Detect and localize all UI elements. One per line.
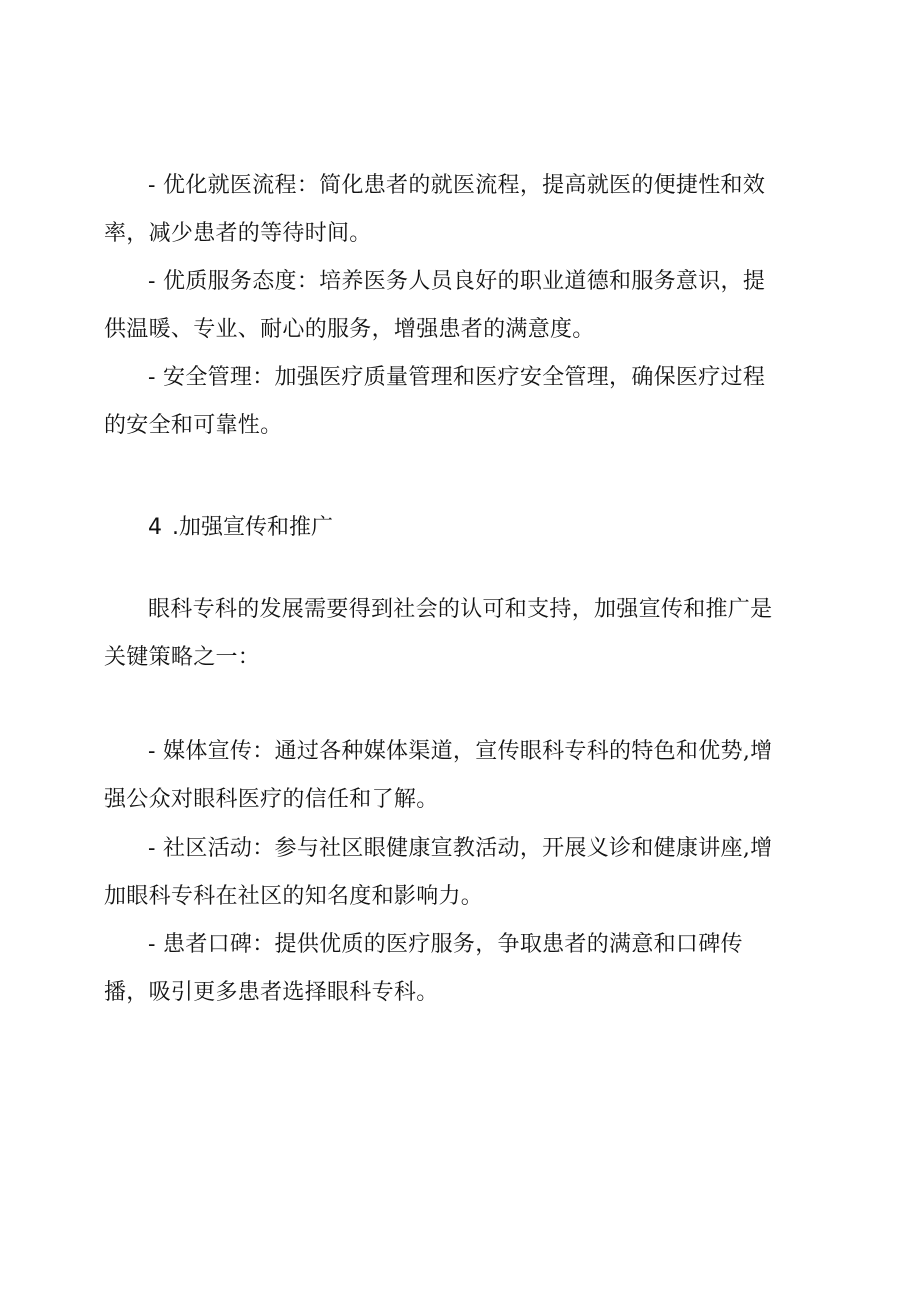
bullet-line: 强公众对眼科医疗的信任和了解。	[104, 787, 439, 812]
bullet-safety-management	[104, 354, 804, 450]
section-intro	[104, 586, 804, 682]
section-heading	[148, 512, 333, 544]
bullet-line: 供温暖、专业、耐心的服务，增强患者的满意度。	[104, 317, 595, 342]
section-title: .加强宣传和推广	[172, 515, 333, 540]
intro-line: 眼科专科的发展需要得到社会的认可和支持，加强宣传和推广是	[148, 597, 773, 622]
bullet-community-activities	[104, 825, 804, 921]
bullet-line: - 安全管理：加强医疗质量管理和医疗安全管理，确保医疗过程	[148, 365, 766, 390]
bullet-service-attitude	[104, 258, 804, 354]
bullet-line: - 患者口碑：提供优质的医疗服务，争取患者的满意和口碑传	[148, 932, 743, 957]
bullet-line: 率，减少患者的等待时间。	[104, 221, 372, 246]
bullet-line: - 优质服务态度：培养医务人员良好的职业道德和服务意识，提	[148, 269, 766, 294]
bullet-line: 的安全和可靠性。	[104, 413, 283, 438]
bullet-line: - 媒体宣传：通过各种媒体渠道，宣传眼科专科的特色和优势,增	[148, 739, 773, 764]
bullet-line: 加眼科专科在社区的知名度和影响力。	[104, 884, 484, 909]
bullet-line: - 社区活动：参与社区眼健康宣教活动，开展义诊和健康讲座,增	[148, 836, 773, 861]
bullet-optimize-process	[104, 162, 804, 258]
bullet-line: - 优化就医流程：简化患者的就医流程，提高就医的便捷性和效	[148, 173, 766, 198]
bullet-media-promotion	[104, 728, 804, 824]
section-number: 4	[148, 515, 162, 540]
bullet-patient-word-of-mouth	[104, 921, 804, 1017]
intro-line: 关键策略之一：	[104, 645, 261, 670]
bullet-line: 播，吸引更多患者选择眼科专科。	[104, 980, 439, 1005]
